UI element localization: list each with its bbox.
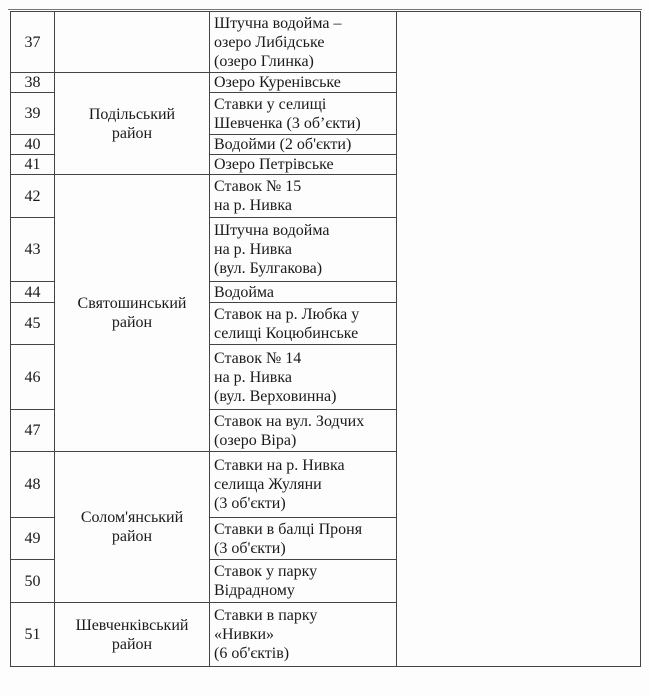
row-number: 49 xyxy=(11,518,55,560)
water-body-name: Ставки в балці Проня (3 об'єкти) xyxy=(210,518,397,560)
row-number: 37 xyxy=(11,12,55,73)
water-body-name: Ставок на вул. Зодчих (озеро Віра) xyxy=(210,410,397,452)
water-body-name: Ставки у селищі Шевченка (3 об’єкти) xyxy=(210,93,397,135)
row-number: 42 xyxy=(11,175,55,218)
row-number: 44 xyxy=(11,282,55,303)
row-number: 50 xyxy=(11,560,55,603)
water-bodies-table xyxy=(10,11,641,667)
water-body-name: Ставок у парку Відрадному xyxy=(210,560,397,603)
district-solomianskyi: Солом'янський район xyxy=(55,452,210,603)
row-number: 47 xyxy=(11,410,55,452)
district-cell-empty xyxy=(55,12,210,73)
row-number: 43 xyxy=(11,218,55,282)
district-podilskyi: Подільський район xyxy=(55,73,210,175)
row-number: 45 xyxy=(11,303,55,345)
row-number: 38 xyxy=(11,73,55,93)
water-body-name: Штучна водойма на р. Нивка (вул. Булгакова) xyxy=(210,218,397,282)
row-number: 48 xyxy=(11,452,55,518)
water-body-name: Ставки на р. Нивка селища Жуляни (3 об'єкти) xyxy=(210,452,397,518)
table-row xyxy=(11,12,641,73)
water-body-name: Ставок на р. Любка у селищі Коцюбинське xyxy=(210,303,397,345)
water-body-name: Озеро Куренівське xyxy=(210,73,397,93)
water-body-name: Ставок № 14 на р. Нивка (вул. Верховинна) xyxy=(210,345,397,410)
row-number: 51 xyxy=(11,603,55,667)
row-number: 41 xyxy=(11,155,55,175)
notes-column xyxy=(397,12,641,667)
row-number: 46 xyxy=(11,345,55,410)
water-body-name: Озеро Петрівське xyxy=(210,155,397,175)
district-sviatoshynskyi: Святошинський район xyxy=(55,175,210,452)
district-shevchenkivskyi: Шевченківський район xyxy=(55,603,210,667)
water-body-name: Ставки в парку «Нивки» (6 об'єктів) xyxy=(210,603,397,667)
top-divider xyxy=(8,9,642,10)
water-body-name: Водойми (2 об'єкти) xyxy=(210,135,397,155)
water-body-name: Водойма xyxy=(210,282,397,303)
row-number: 40 xyxy=(11,135,55,155)
water-body-name: Штучна водойма – озеро Либідське (озеро Глинка) xyxy=(210,12,397,73)
row-number: 39 xyxy=(11,93,55,135)
water-body-name: Ставок № 15 на р. Нивка xyxy=(210,175,397,218)
